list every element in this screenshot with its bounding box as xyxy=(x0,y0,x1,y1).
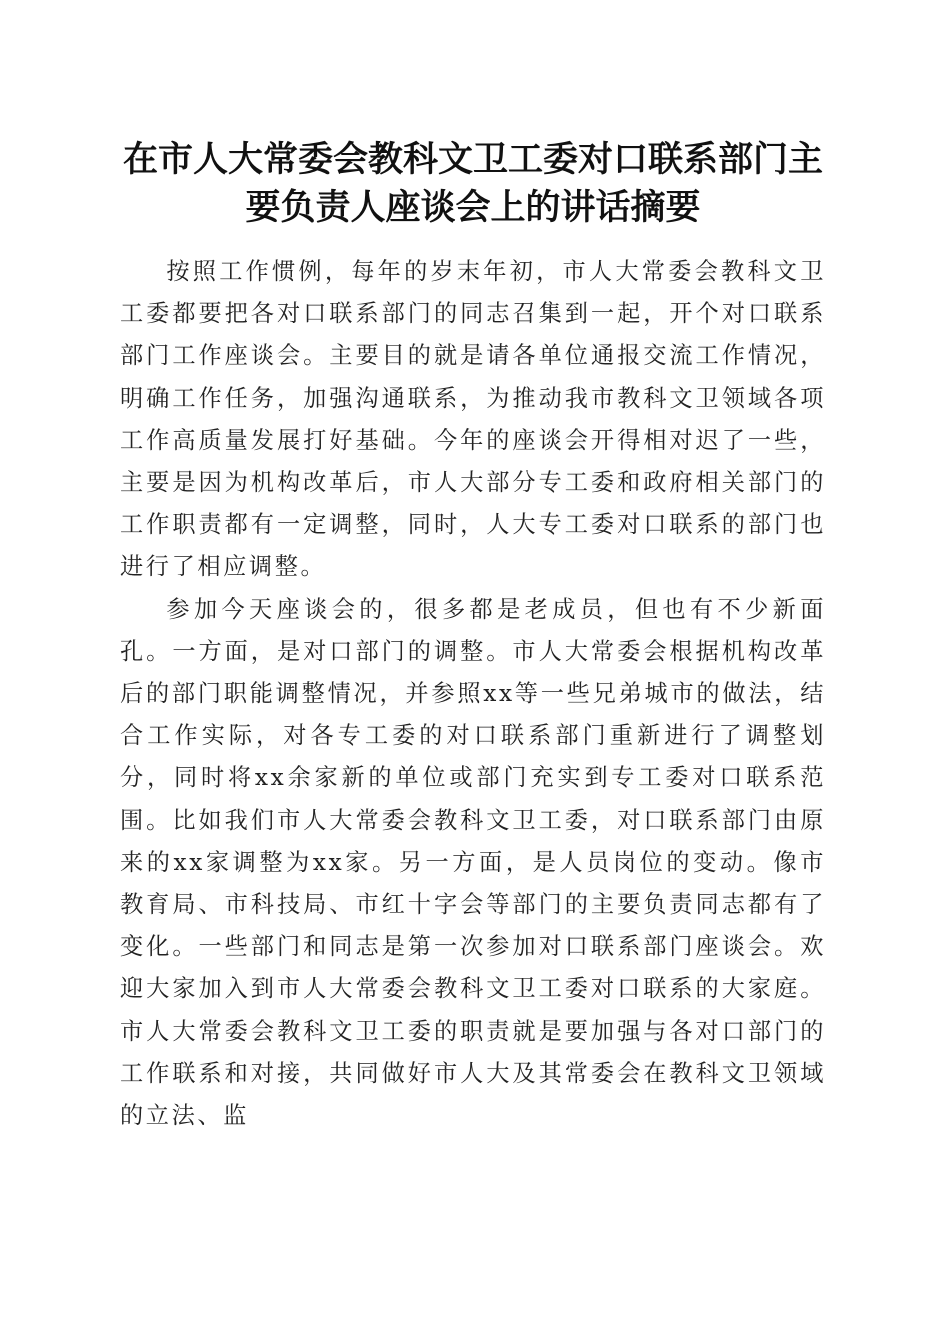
document-title: 在市人大常委会教科文卫工委对口联系部门主要负责人座谈会上的讲话摘要 xyxy=(122,139,823,228)
document-body xyxy=(120,251,826,1137)
paragraph-1: 按照工作惯例，每年的岁末年初，市人大常委会教科文卫工委都要把各对口联系部门的同志召集到一起，开个对口联系部门工作座谈会。主要目的就是请各单位通报交流工作情况，明确工作任务，加强沟通联系，为推动我市教科文卫领域各项工作高质量发展打好基础。今年的座谈会开得相对迟了一些，主要是因为机构改革后，市人大部分专工委和政府相关部门的工作职责都有一定调整，同时，人大专工委对口联系的部门也进行了相应调整。 xyxy=(120,258,826,581)
paragraph-2: 参加今天座谈会的，很多都是老成员，但也有不少新面孔。一方面，是对口部门的调整。市人大常委会根据机构改革后的部门职能调整情况，并参照xx等一些兄弟城市的做法，结合工作实际，对各专工委的对口联系部门重新进行了调整划分，同时将xx余家新的单位或部门充实到专工委对口联系范围。比如我们市人大常委会教科文卫工委，对口联系部门由原来的xx家调整为xx家。另一方面，是人员岗位的变动。像市教育局、市科技局、市红十字会等部门的主要负责同志都有了变化。一些部门和同志是第一次参加对口联系部门座谈会。欢迎大家加入到市人大常委会教科文卫工委对口联系的大家庭。市人大常委会教科文卫工委的职责就是要加强与各对口部门的工作联系和对接，共同做好市人大及其常委会在教科文卫领域的立法、监 xyxy=(120,595,826,1130)
